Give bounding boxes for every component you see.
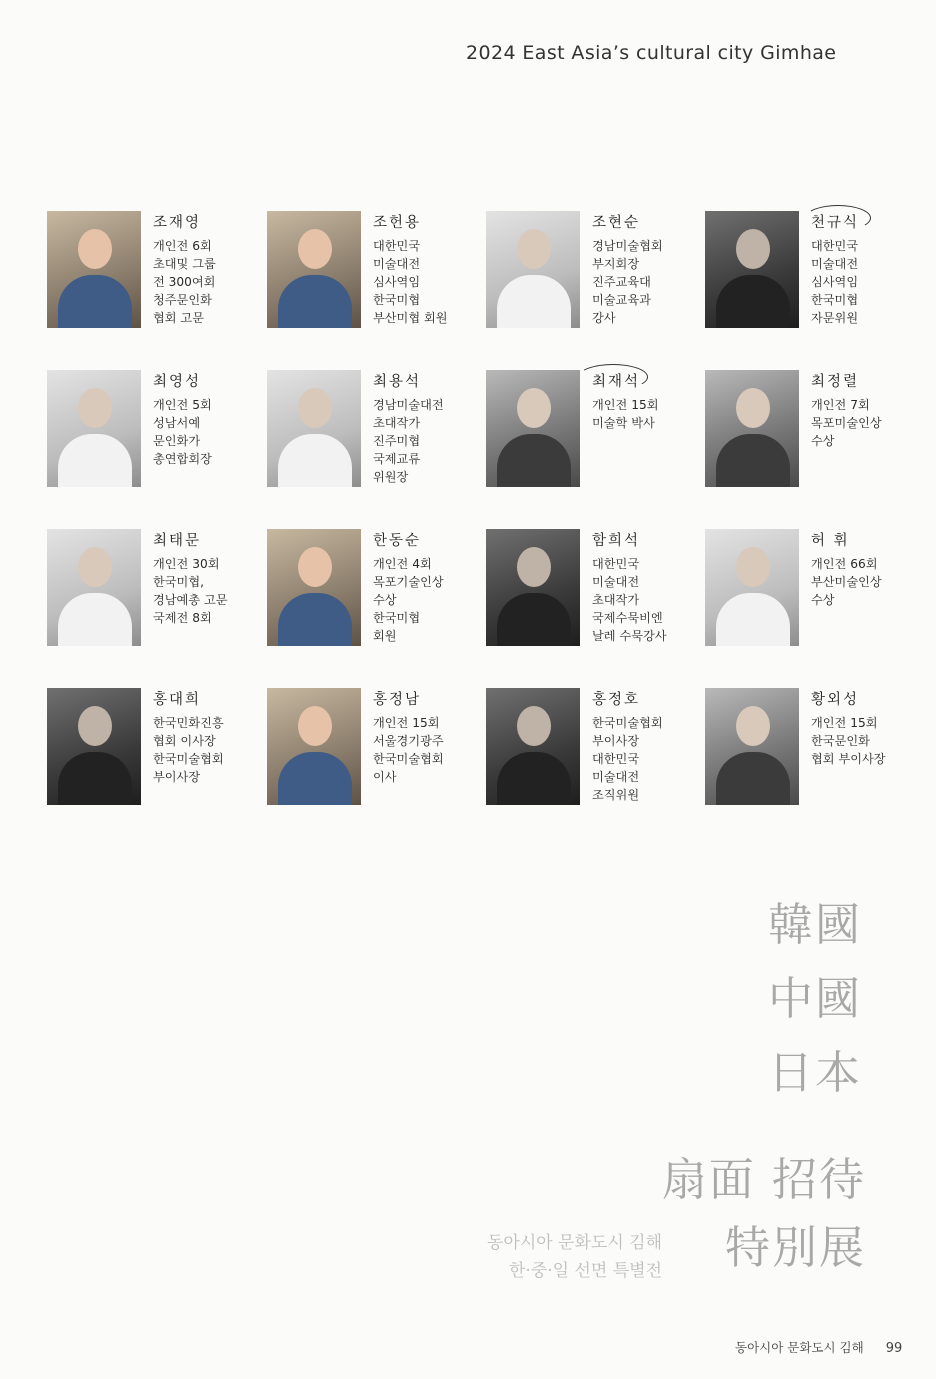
footer-text: 동아시아 문화도시 김해: [735, 1340, 864, 1355]
artist-bio: 개인전 7회 목포미술인상 수상: [811, 398, 882, 448]
header-title: 2024 East Asia’s cultural city Gimhae: [466, 42, 837, 64]
title-line-japan: 日本: [767, 1046, 862, 1099]
artist-photo: [705, 688, 799, 805]
artist-name: 최재석: [592, 374, 641, 390]
artist-card: [267, 688, 482, 813]
artist-card: [486, 688, 701, 813]
page-number: 99: [885, 1341, 903, 1356]
artist-bio: 개인전 30회 한국미협, 경남예총 고문 국제전 8회: [153, 557, 228, 625]
artist-bio: 한국미술협회 부이사장 대한민국 미술대전 조직위원: [592, 716, 663, 802]
artist-photo: [486, 529, 580, 646]
artist-card: [705, 688, 920, 813]
artist-photo: [47, 688, 141, 805]
artist-card: [47, 688, 262, 813]
artist-card: [47, 211, 262, 336]
artist-photo: [267, 211, 361, 328]
artist-card: [267, 370, 482, 495]
artist-photo: [47, 211, 141, 328]
artist-name: 허 휘: [811, 533, 850, 549]
artist-photo: [47, 529, 141, 646]
artist-bio: 개인전 4회 목포기술인상 수상 한국미협 회원: [373, 557, 444, 643]
artist-bio: 한국민화진흥 협회 이사장 한국미술협회 부이사장: [153, 716, 224, 784]
artist-name: 조재영: [153, 215, 202, 231]
artist-name: 홍대희: [153, 692, 202, 708]
artist-card: [267, 529, 482, 654]
artist-card: [705, 211, 920, 336]
title-line-china: 中國: [767, 972, 862, 1025]
page-footer: [735, 1338, 902, 1356]
artist-photo: [267, 370, 361, 487]
artist-name: 최정렬: [811, 374, 860, 390]
artist-card: [47, 529, 262, 654]
artist-photo: [486, 370, 580, 487]
artist-name: 조현순: [592, 215, 641, 231]
artist-bio: 대한민국 미술대전 심사역임 한국미협 자문위원: [811, 239, 859, 325]
artist-photo: [47, 370, 141, 487]
artist-name: 최영성: [153, 374, 202, 390]
artist-bio: 대한민국 미술대전 초대작가 국제수묵비엔 날레 수묵강사: [592, 557, 667, 643]
artist-bio: 개인전 6회 초대및 그룹 전 300여회 청주문인화 협회 고문: [153, 239, 216, 325]
artist-card: [486, 370, 701, 495]
artist-photo: [705, 370, 799, 487]
artist-card: [705, 370, 920, 495]
artist-photo: [486, 211, 580, 328]
artist-card: [47, 370, 262, 495]
artist-name: 최용석: [373, 374, 422, 390]
artist-photo: [267, 529, 361, 646]
artist-photo: [705, 529, 799, 646]
artist-card: [267, 211, 482, 336]
artist-bio: 경남미술대전 초대작가 진주미협 국제교류 위원장: [373, 398, 444, 484]
artist-card: [486, 211, 701, 336]
subtitle-korean-1: 동아시아 문화도시 김해: [486, 1233, 662, 1253]
artist-name: 황외성: [811, 692, 860, 708]
artist-bio: 개인전 15회 미술학 박사: [592, 398, 659, 430]
artist-bio: 개인전 15회 서울경기광주 한국미술협회 이사: [373, 716, 444, 784]
artist-name: 최태문: [153, 533, 202, 549]
artist-bio: 경남미술협회 부지회장 진주교육대 미술교육과 강사: [592, 239, 663, 325]
title-line-special-exhibition: 特別展: [724, 1221, 866, 1274]
artist-name: 한동순: [373, 533, 422, 549]
artist-name: 함희석: [592, 533, 641, 549]
artist-name: 홍정남: [373, 692, 422, 708]
artist-photo: [486, 688, 580, 805]
title-line-fan-invitation: 扇面 招待: [661, 1153, 866, 1206]
artist-name: 홍정호: [592, 692, 641, 708]
artist-photo: [267, 688, 361, 805]
title-line-korea: 韓國: [767, 898, 862, 951]
artist-bio: 개인전 15회 한국문인화 협회 부이사장: [811, 716, 886, 766]
artist-bio: 개인전 5회 성남서예 문인화가 총연합회장: [153, 398, 212, 466]
artist-bio: 개인전 66회 부산미술인상 수상: [811, 557, 882, 607]
artist-name: 천규식: [811, 215, 860, 231]
artist-photo: [705, 211, 799, 328]
artist-card: [705, 529, 920, 654]
artist-card: [486, 529, 701, 654]
artist-name: 조헌용: [373, 215, 422, 231]
artist-bio: 대한민국 미술대전 심사역임 한국미협 부산미협 회원: [373, 239, 448, 325]
subtitle-korean-2: 한·중·일 선면 특별전: [509, 1261, 662, 1281]
